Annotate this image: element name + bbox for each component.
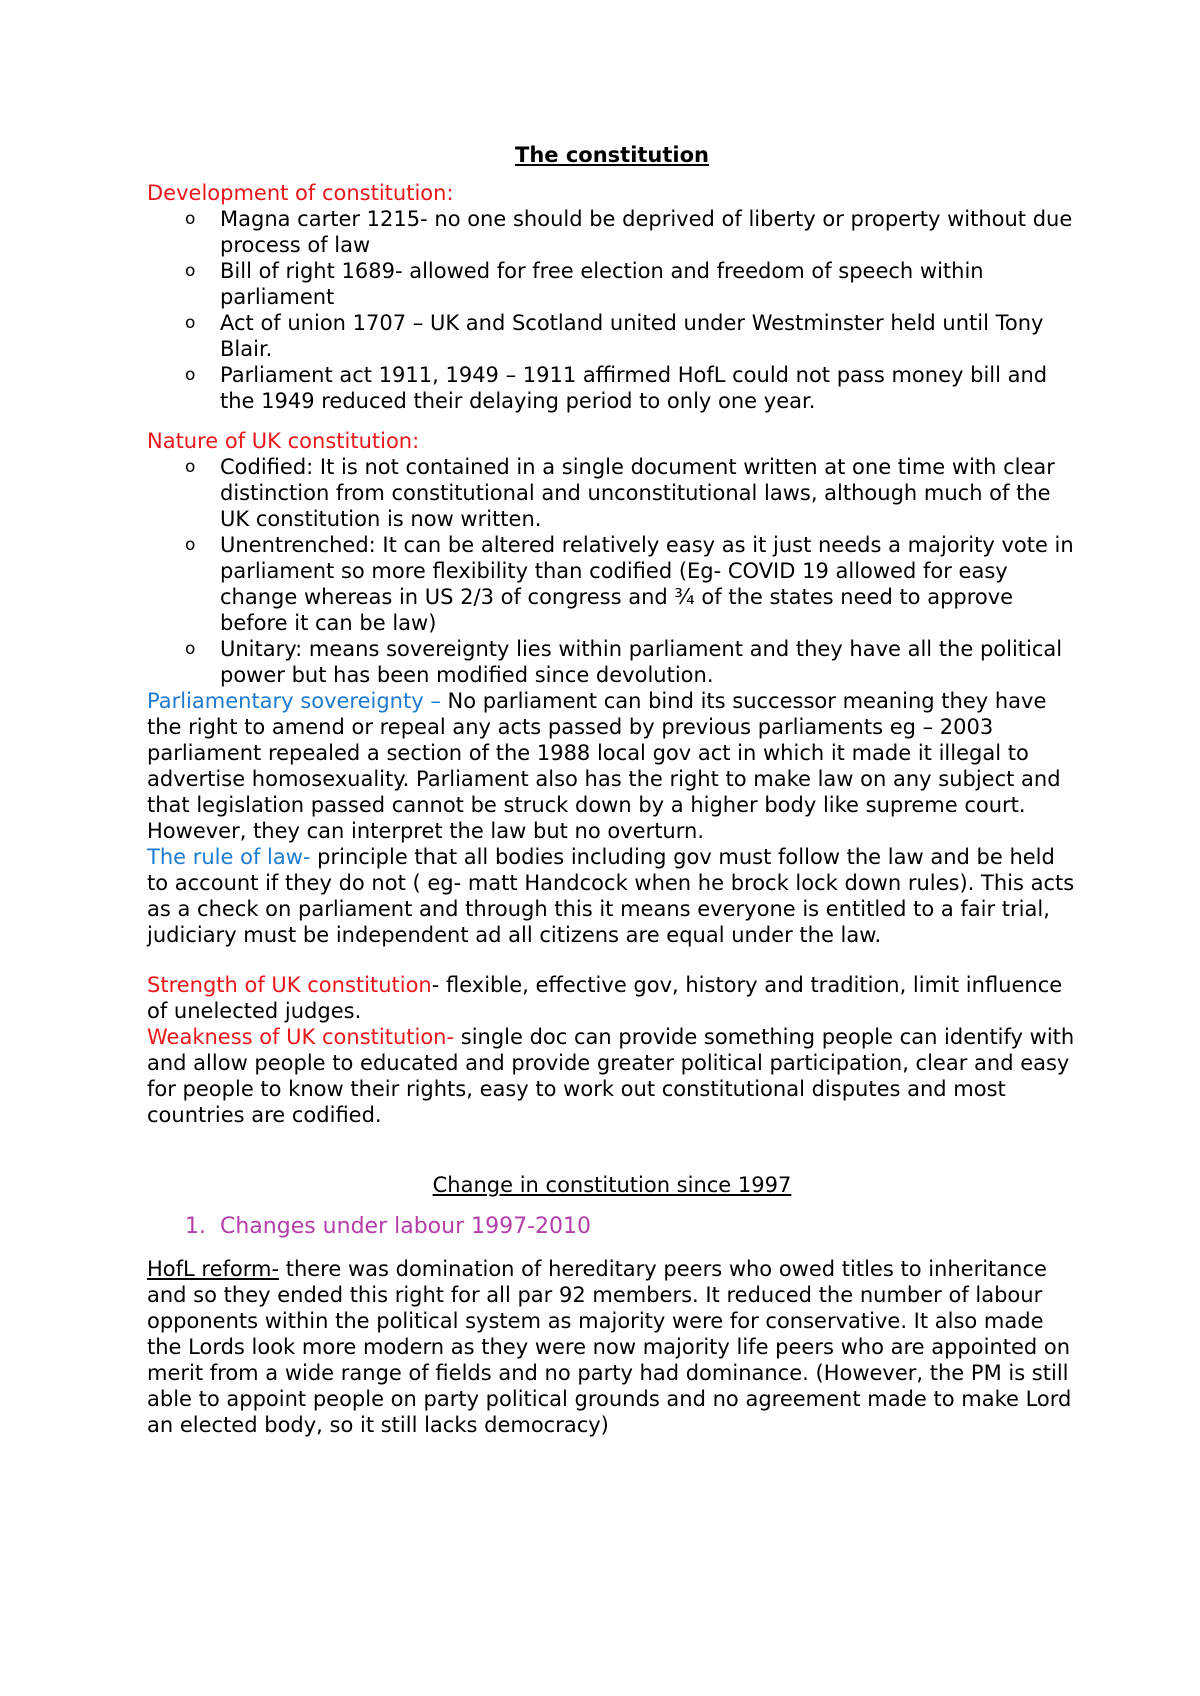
bullet-marker: o: [185, 457, 196, 477]
list-item-text: Magna carter 1215- no one should be deprived of liberty or property without due process of law: [220, 207, 1073, 257]
weakness-text: single doc can provide something people can identify with and allow people to educated and provide greater political participation, clear and easy for people to know their rights, easy to work out constitutional disputes and most countries are codified.: [147, 1025, 1075, 1127]
list-item-text: Bill of right 1689- allowed for free election and freedom of speech within parliament: [220, 259, 984, 309]
bullet-marker: o: [185, 535, 196, 555]
list-item-text: Act of union 1707 – UK and Scotland united under Westminster held until Tony Blair.: [220, 311, 1044, 361]
rule-of-law-paragraph: [147, 844, 1077, 948]
numbered-list: [147, 1212, 1077, 1242]
list-item: [147, 362, 1077, 414]
development-list: [147, 206, 1077, 414]
development-heading: Development of constitution:: [147, 181, 454, 205]
list-item-text: Unitary: means sovereignty lies within parliament and they have all the political power but has been modified since devolution.: [220, 637, 1063, 687]
rule-of-law-label: The rule of law-: [147, 845, 311, 869]
weakness-paragraph: [147, 1024, 1077, 1128]
sovereignty-text: No parliament can bind its successor meaning they have the right to amend or repeal any acts passed by previous parliaments eg – 2003 parliament repealed a section of the 1988 local gov act in which it made it illegal to advertise homosexuality. Parliament also has the right to make law on any subject and that legislation passed cannot be struck down by a higher body like supreme court. However, they can interpret the law but no overturn.: [147, 689, 1061, 843]
list-item: [147, 310, 1077, 362]
bullet-marker: o: [185, 313, 196, 333]
strength-label: Strength of UK constitution: [147, 973, 432, 997]
document-page: [147, 140, 1077, 1438]
strength-text: - flexible, effective gov, history and tradition, limit influence of unelected judges.: [147, 973, 1063, 1023]
bullet-marker: o: [185, 261, 196, 281]
weakness-label: Weakness of UK constitution-: [147, 1025, 455, 1049]
numbered-item-label: Changes under labour 1997-2010: [220, 1214, 592, 1239]
hofl-paragraph: [147, 1256, 1077, 1438]
list-item-text: Unentrenched: It can be altered relatively easy as it just needs a majority vote in parliament so more flexibility than codified (Eg- COVID 19 allowed for easy change whereas in US 2/3 of congress and ¾ of the states need to approve before it can be law): [220, 533, 1074, 635]
list-item: [147, 206, 1077, 258]
nature-list: [147, 454, 1077, 688]
list-item: [147, 258, 1077, 310]
bullet-marker: o: [185, 365, 196, 385]
list-item: [147, 636, 1077, 688]
hofl-label: HofL reform-: [147, 1257, 280, 1281]
strength-paragraph: [147, 972, 1077, 1024]
numbered-item: [147, 1212, 1077, 1242]
list-item-text: Codified: It is not contained in a single document written at one time with clear distinction from constitutional and unconstitutional laws, although much of the UK constitution is now written.: [220, 455, 1055, 531]
hofl-text: there was domination of hereditary peers who owed titles to inheritance and so they ended this right for all par 92 members. It reduced the number of labour opponents within the political system as majority were for conservative. It also made the Lords look more modern as they were now majority life peers who are appointed on merit from a wide range of fields and no party had dominance. (However, the PM is still able to appoint people on party political grounds and no agreement made to make Lord an elected body, so it still lacks democracy): [147, 1257, 1072, 1437]
section-heading: Change in constitution since 1997: [432, 1173, 792, 1197]
bullet-marker: o: [185, 209, 196, 229]
page-title: The constitution: [515, 143, 709, 167]
list-item: [147, 532, 1077, 636]
list-item-text: Parliament act 1911, 1949 – 1911 affirmed HofL could not pass money bill and the 1949 reduced their delaying period to only one year.: [220, 363, 1048, 413]
item-number: 1.: [185, 1214, 206, 1239]
bullet-marker: o: [185, 639, 196, 659]
sovereignty-paragraph: [147, 688, 1077, 844]
rule-of-law-text: principle that all bodies including gov must follow the law and be held to account if they do not ( eg- matt Handcock when he brock lock down rules). This acts as a check on parliament and through this it means everyone is entitled to a fair trial, judiciary must be independent ad all citizens are equal under the law.: [147, 845, 1075, 947]
sovereignty-label: Parliamentary sovereignty –: [147, 689, 441, 713]
nature-heading: Nature of UK constitution:: [147, 429, 420, 453]
list-item: [147, 454, 1077, 532]
